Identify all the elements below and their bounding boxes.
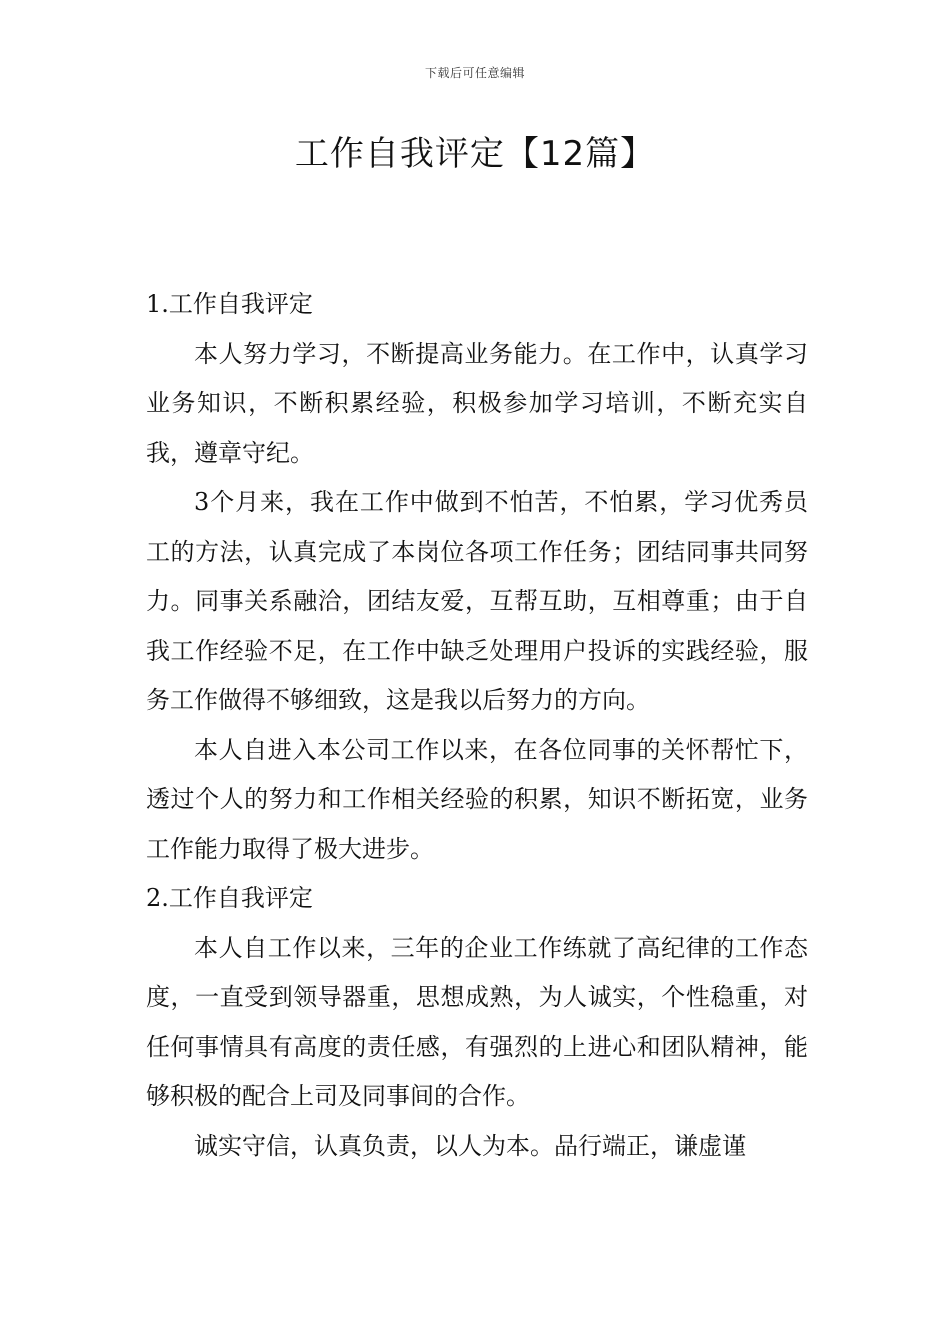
section-1 <box>146 280 808 874</box>
section-2 <box>146 874 808 1171</box>
paragraph: 本人努力学习，不断提高业务能力。在工作中，认真学习业务知识，不断积累经验，积极参加学习培训，不断充实自我，遵章守纪。 <box>146 339 808 467</box>
document-body <box>146 280 808 1171</box>
document-title: 工作自我评定【12篇】 <box>294 134 656 174</box>
paragraph: 3个月来，我在工作中做到不怕苦，不怕累，学习优秀员工的方法，认真完成了本岗位各项工作任务；团结同事共同努力。同事关系融洽，团结友爱，互帮互助，互相尊重；由于自我工作经验不足，在工作中缺乏处理用户投诉的实践经验，服务工作做得不够细致，这是我以后努力的方向。 <box>146 488 808 714</box>
page-header-note: 下载后可任意编辑 <box>424 66 525 80</box>
section-heading: 1.工作自我评定 <box>146 290 313 318</box>
paragraph: 诚实守信，认真负责，以人为本。品行端正，谦虚谨 <box>194 1131 746 1160</box>
paragraph: 本人自进入本公司工作以来，在各位同事的关怀帮忙下，透过个人的努力和工作相关经验的积累，知识不断拓宽，业务工作能力取得了极大进步。 <box>146 735 808 863</box>
section-heading: 2.工作自我评定 <box>146 884 313 912</box>
paragraph: 本人自工作以来，三年的企业工作练就了高纪律的工作态度，一直受到领导器重，思想成熟，为人诚实，个性稳重，对任何事情具有高度的责任感，有强烈的上进心和团队精神，能够积极的配合上司及同事间的合作。 <box>146 933 808 1110</box>
